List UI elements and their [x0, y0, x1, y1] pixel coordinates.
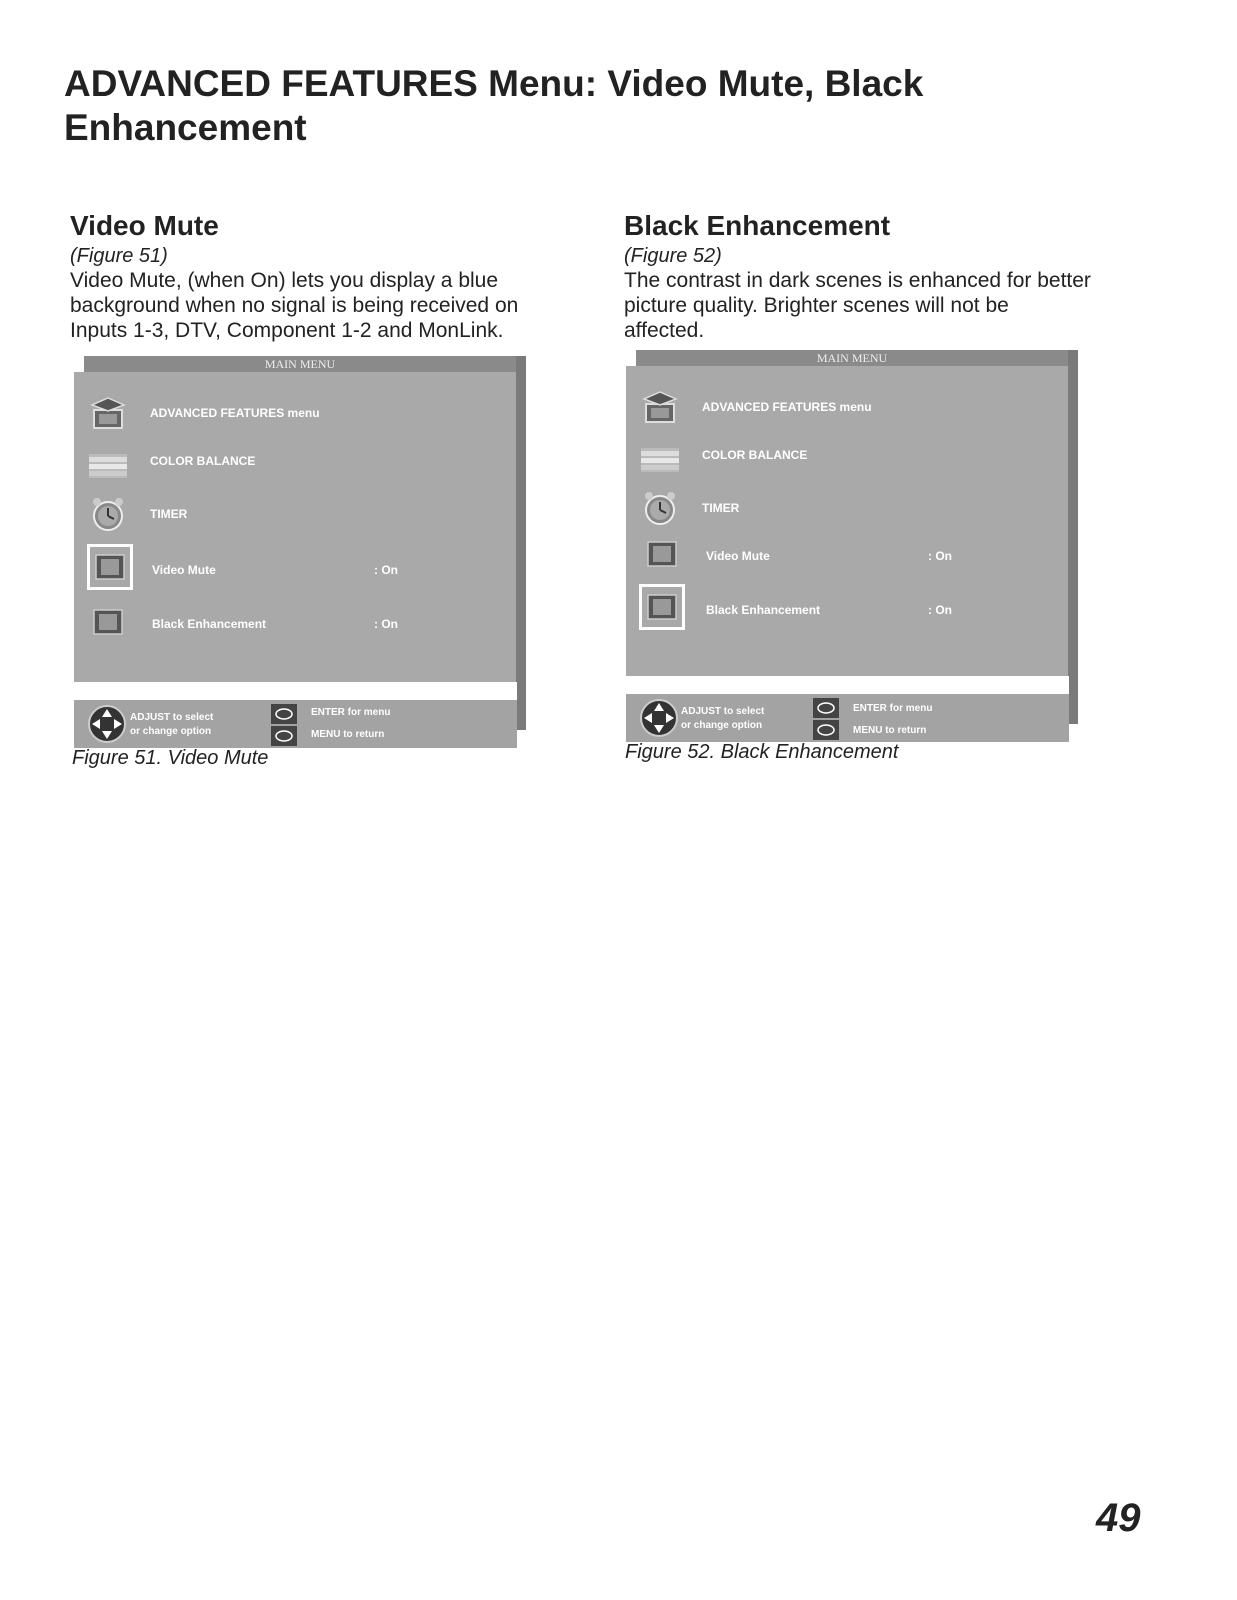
- figure-52-main-menu: [626, 350, 1078, 743]
- menu-item-black-enhancement[interactable]: Black Enhancement: [706, 603, 821, 617]
- menu-item-video-mute[interactable]: Video Mute: [152, 563, 216, 577]
- adjust-hint-line1: ADJUST to select: [681, 706, 765, 717]
- graduation-cap-tv-icon: [640, 388, 680, 428]
- menu-footer: [74, 700, 517, 748]
- menu-title: MAIN MENU: [84, 356, 516, 372]
- menu-title: MAIN MENU: [636, 350, 1068, 366]
- color-bars-icon: [88, 446, 128, 486]
- black-enhancement-value: : On: [374, 617, 398, 631]
- video-mute-value: : On: [928, 549, 952, 563]
- oval-button-icon: [271, 726, 297, 746]
- menu-divider: [74, 682, 517, 700]
- black-enhancement-description: The contrast in dark scenes is enhanced for better picture quality. Brighter scenes will not be affected.: [624, 269, 1091, 342]
- menu-item-black-enhancement[interactable]: Black Enhancement: [152, 617, 267, 631]
- tv-screen-icon: [639, 584, 685, 630]
- menu-divider: [626, 676, 1069, 694]
- oval-button-icon: [813, 698, 839, 718]
- black-enhancement-section: [624, 208, 1094, 343]
- adjust-hint-line2: or change option: [681, 720, 763, 731]
- video-mute-figure-ref: (Figure 51): [70, 245, 168, 267]
- menu-item-color-balance[interactable]: COLOR BALANCE: [702, 448, 808, 462]
- menu-item-advanced-features[interactable]: ADVANCED FEATURES menu: [702, 400, 872, 414]
- video-mute-value: : On: [374, 563, 398, 577]
- enter-hint: ENTER for menu: [853, 703, 933, 714]
- adjust-hint-line2: or change option: [130, 726, 212, 737]
- figure-52-caption: Figure 52. Black Enhancement: [625, 741, 899, 763]
- menu-item-timer[interactable]: TIMER: [702, 501, 740, 515]
- video-mute-section: [70, 208, 540, 343]
- black-enhancement-figure-ref: (Figure 52): [624, 245, 722, 267]
- oval-button-icon: [813, 720, 839, 740]
- oval-button-icon: [271, 704, 297, 724]
- figure-51-caption: Figure 51. Video Mute: [72, 747, 269, 769]
- adjust-hint-line1: ADJUST to select: [130, 712, 214, 723]
- menu-item-color-balance[interactable]: COLOR BALANCE: [150, 454, 256, 468]
- menu-item-advanced-features[interactable]: ADVANCED FEATURES menu: [150, 406, 320, 420]
- menu-footer: [626, 694, 1069, 742]
- tv-screen-icon: [642, 534, 682, 574]
- black-enhancement-heading: Black Enhancement: [624, 210, 891, 241]
- menu-item-video-mute[interactable]: Video Mute: [706, 549, 770, 563]
- figure-51-main-menu: [74, 356, 526, 749]
- menu-return-hint: MENU to return: [853, 725, 927, 736]
- graduation-cap-tv-icon: [88, 394, 128, 434]
- enter-hint: ENTER for menu: [311, 707, 391, 718]
- page-title: ADVANCED FEATURES Menu: Video Mute, Black Enhancement: [64, 63, 924, 148]
- dpad-icon: [88, 704, 126, 749]
- dpad-icon: [640, 698, 678, 743]
- menu-panel: [74, 372, 516, 682]
- video-mute-description: Video Mute, (when On) lets you display a blue background when no signal is being received on Inputs 1-3, DTV, Component 1-2 and MonLink.: [70, 269, 519, 342]
- tv-screen-icon: [87, 544, 133, 590]
- tv-screen-icon: [88, 602, 128, 642]
- alarm-clock-icon: [640, 488, 680, 528]
- video-mute-heading: Video Mute: [70, 210, 219, 241]
- black-enhancement-value: : On: [928, 603, 952, 617]
- color-bars-icon: [640, 440, 680, 480]
- menu-panel: [626, 366, 1068, 676]
- menu-return-hint: MENU to return: [311, 729, 385, 740]
- menu-item-timer[interactable]: TIMER: [150, 507, 188, 521]
- alarm-clock-icon: [88, 494, 128, 534]
- page-number: 49: [1096, 1496, 1141, 1540]
